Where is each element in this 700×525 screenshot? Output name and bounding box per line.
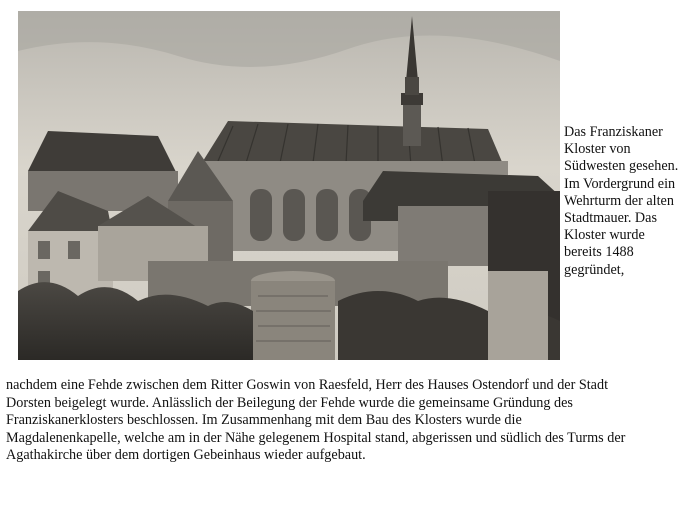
body-line: Dorsten beigelegt wurde. Anlässlich der Beilegung der Fehde wurde die gemeinsame Gründung des [6, 394, 573, 411]
side-caption-line: Südwesten gesehen. [564, 158, 679, 175]
left-house-roof [28, 131, 178, 176]
side-caption-line: bereits 1488 [564, 244, 634, 261]
monastery-photo [18, 11, 560, 360]
side-caption-line: Wehrturm der alten [564, 192, 674, 209]
side-caption-line: Kloster wurde [564, 227, 645, 244]
side-caption-line: Im Vordergrund ein [564, 175, 676, 192]
body-line: Agathakirche über dem dortigen Gebeinhaus wieder aufgebaut. [6, 447, 366, 463]
body-paragraph [6, 377, 696, 465]
side-caption-line: Das Franziskaner [564, 124, 663, 140]
body-line: nachdem eine Fehde zwischen dem Ritter Goswin von Raesfeld, Herr des Hauses Ostendorf und der Stadt [6, 377, 609, 393]
side-caption-line: Kloster von [564, 141, 631, 158]
wehrturm-body [251, 281, 335, 360]
side-caption-line: gegründet, [564, 261, 625, 278]
side-caption [564, 124, 696, 279]
side-caption-line: Stadtmauer. Das [564, 210, 657, 227]
monastery-illustration [18, 11, 560, 360]
wall-light [488, 271, 548, 360]
spire-lantern [405, 77, 419, 95]
body-line: Franziskanerklosters beschlossen. Im Zusammenhang mit dem Bau des Klosters wurde die [6, 412, 522, 428]
body-line: Magdalenenkapelle, welche am in der Nähe gelegenem Hospital stand, abgerissen und südlich des Turms der [6, 429, 626, 446]
